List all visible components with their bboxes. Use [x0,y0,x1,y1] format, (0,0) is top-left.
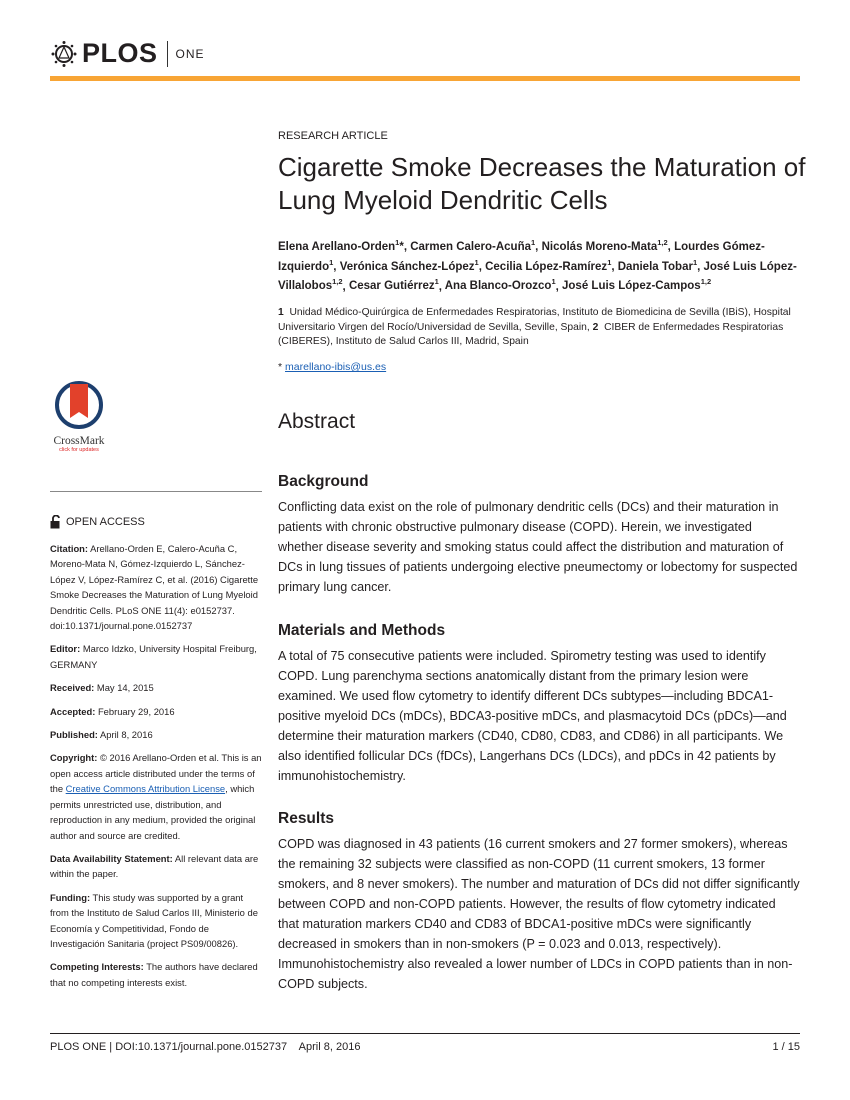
section-text: Conflicting data exist on the role of pulmonary dendritic cells (DCs) and their maturation in patients with chronic obstructive pulmonary disease (COPD). Herein, we investigated whether disease severity and smoking status could affect the distribution and maturation of DCs in lung tissues of patients undergoing elective pneumectomy or lobectomy for suspected primary lung cancer. [278,500,798,594]
article-title: Cigarette Smoke Decreases the Maturation of Lung Myeloid Dendritic Cells [278,152,806,215]
citation: Citation: Arellano-Orden E, Calero-Acuña C, Moreno-Mata N, Gómez-Izquierdo L, Sánchez-López V, López-Ramírez C, et al. (2016) Cigarette Smoke Decreases the Maturation of Lung Myeloid Dendritic Cells. PLoS ONE 11(4): e0152737. doi:10.1371/journal.pone.0152737 [50,543,259,632]
section-text: A total of 75 consecutive patients were included. Spirometry testing was used to identify COPD. Lung parenchyma sections anatomically distant from the primary lesion were examined. We used flow cytometry to identify different DCs subtypes—including BDCA1-positive myeloid DCs (mDCs), BDCA3-positive mDCs, and plasmacytoid DCs (pDCs)—and determine their maturation markers (CD40, CD80, CD83, and CD86) in all participants. We also identified follicular DCs (fDCs), Langerhans DCs (LDCs), and pDCs in 42 patients by immunohistochemistry. [278,649,787,783]
copyright: Copyright: © 2016 Arellano-Orden et al. This is an open access article distributed under the terms of the Creative Commons Attribution License, which permits unrestricted use, distribution, and reproduction in any medium, provided the original author and source are credited. [50,752,262,841]
author: Verónica Sánchez-López$^1$ [339,257,479,273]
abstract-background [278,473,800,597]
competing-interests: Competing Interests: The authors have declared that no competing interests exist. [50,961,258,988]
author: Carmen Calero-Acuña$^1$ [410,238,536,253]
logo-plos: PLOS [82,38,158,68]
author: Nicolás Moreno-Mata$^{1,2}$ [541,238,668,253]
email-link[interactable]: marellano-ibis@us.es [285,361,387,373]
author: José Luis López-Campos$^{1,2}$ [562,277,712,293]
author: Ana Blanco-Orozco$^1$ [444,277,556,293]
crossmark-label: CrossMark [53,435,105,447]
funding: Funding: This study was supported by a grant from the Instituto de Salud Carlos III, Ministerio de Economía y Competitividad, Fondo de Investigación Sanitaria (project PS09/00826). [50,891,258,949]
abstract-results [278,810,800,994]
affiliation-number: 2 [592,321,599,333]
crossmark-sub: click for updates [59,447,99,453]
sidebar-divider [50,491,262,492]
article-type: RESEARCH ARTICLE [278,130,388,142]
footer-rule [50,1033,800,1034]
author-list: Elena Arellano-Orden$^1$*, Carmen Calero-Acuña$^1$, Nicolás Moreno-Mata$^{1,2}$, Lourdes Gómez-Izquierdo$^1$, Verónica Sánchez-López$^1$, Cecilia López-Ramírez$^1$, Daniela Tobar$^1$, José Luis López-Villalobos$^{1,2}$, Cesar Gutiérrez$^1$, Ana Blanco-Orozco$^1$, José Luis López-Campos$^{1,2}$ [278,238,797,293]
affiliation-1: Unidad Médico-Quirúrgica de Enfermedades Respiratorias, Instituto de Biomedicina de Sevilla (IBiS), Hospital Universitario Virgen del Rocío/Universidad de Sevilla, Seville, Spain, [278,307,791,333]
article-info [50,541,262,998]
affiliation-number: 1 [278,307,284,318]
corresponding-mark: * [278,361,283,373]
editor: Editor: Marco Idzko, University Hospital Freiburg, GERMANY [50,643,257,670]
logo-separator [167,41,168,67]
affiliations [278,306,808,350]
author: Elena Arellano-Orden$^1$* [278,238,404,253]
section-heading: Background [278,473,369,490]
author: Lourdes Gómez-Izquierdo$^1$ [278,240,765,273]
abstract-methods [278,622,800,786]
section-text: COPD was diagnosed in 43 patients (16 current smokers and 27 former smokers), whereas the remaining 32 subjects were classified as non-COPD (11 current smokers, 13 former smokers, and 8 never smokers). The number and maturation of DCs did not differ significantly between COPD and non-COPD patients. However, the results of flow cytometry indicated that maturation markers CD40 and CD83 of BDCA1-positive mDCs were significantly decreased in smokers than in non-smokers (P = 0.023 and 0.013, respectively). Immunohistochemistry also revealed a lower number of LDCs in COPD patients than in non-COPD subjects. [278,837,800,991]
header-rule [50,76,800,81]
open-access-label: OPEN ACCESS [66,516,145,528]
published: Published: April 8, 2016 [50,729,153,741]
author: Daniela Tobar$^1$ [617,257,698,273]
author: Cecilia López-Ramírez$^1$ [485,257,612,273]
data-availability: Data Availability Statement: All relevant data are within the paper. [50,852,259,880]
footer-citation: PLOS ONE | DOI:10.1371/journal.pone.0152737 April 8, 2016 [50,1041,361,1053]
abstract-heading: Abstract [278,410,356,433]
plos-globe-icon [50,40,78,68]
license-link[interactable]: Creative Commons Attribution License [65,783,226,795]
section-heading: Materials and Methods [278,622,446,639]
page-number: 1 / 15 [772,1041,800,1053]
section-heading: Results [278,810,334,827]
crossmark-badge[interactable] [48,380,110,453]
affiliation-2: CIBER de Enfermedades Respiratorias (CIBERES), Instituto de Salud Carlos III, Madrid, Spain [278,321,784,347]
accepted: Accepted: February 29, 2016 [50,705,175,717]
crossmark-icon [54,380,104,430]
author: José Luis López-Villalobos$^{1,2}$ [278,260,797,293]
open-access [50,515,145,529]
author: Cesar Gutiérrez$^1$ [348,277,439,293]
open-lock-icon [50,515,62,529]
logo-journal: ONE [175,46,205,61]
plos-one-logo [50,38,205,69]
corresponding-author [278,361,386,373]
received: Received: May 14, 2015 [50,682,154,694]
